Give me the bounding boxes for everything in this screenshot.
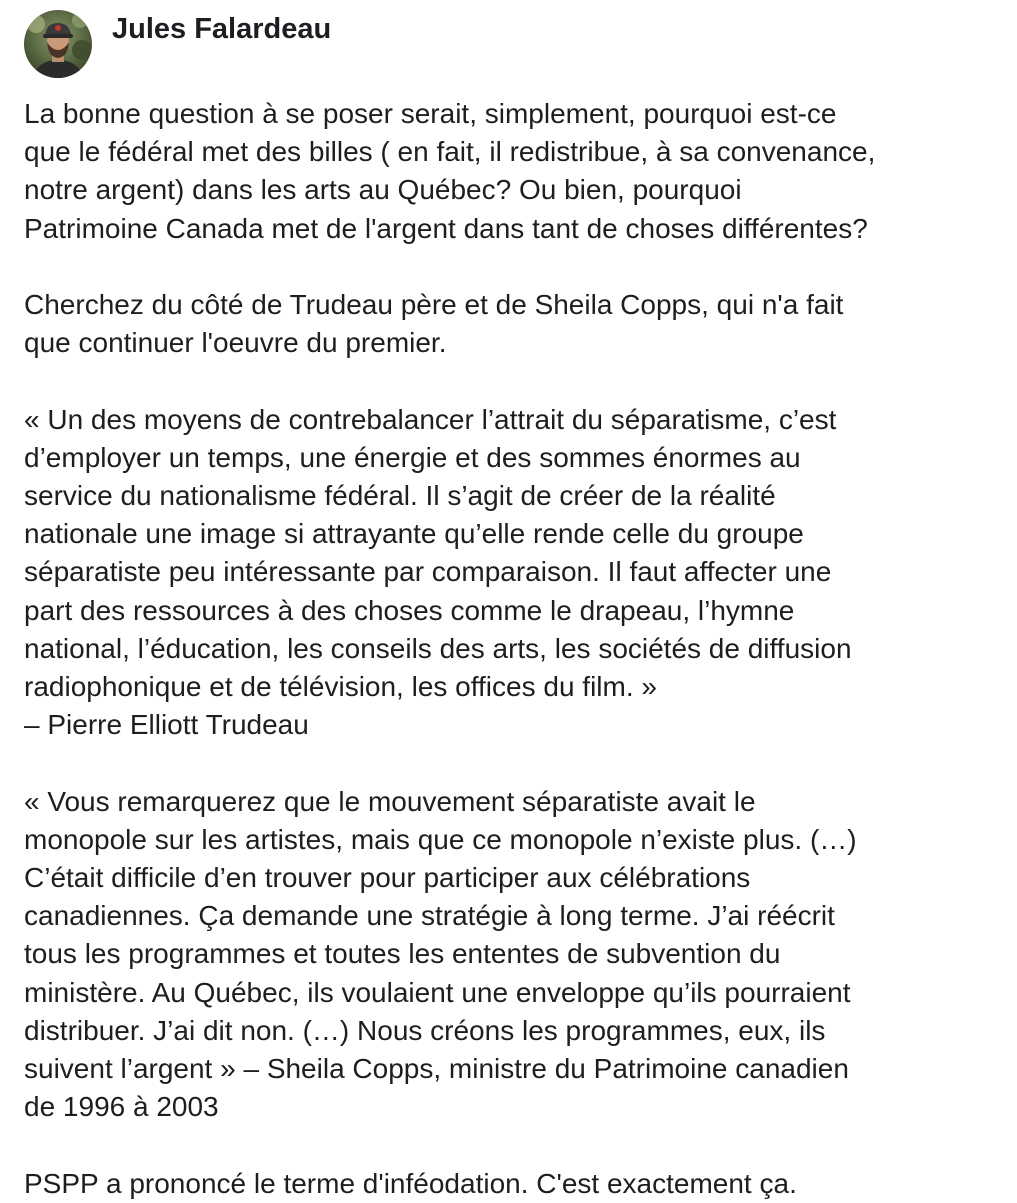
post-quote-trudeau: « Un des moyens de contrebalancer l’attrait du séparatisme, c’est d’employer un temps, une énergie et des sommes énormes au service du nationalisme fédéral. Il s’agit de créer de la réalité nationale une image si attrayante qu’elle rende celle du groupe séparatiste peu intéressante par comparaison. Il faut affecter une part des ressources à des choses comme le drapeau, l’hymne national, l’éducation, les conseils des arts, les sociétés de diffusion radiophonique et de télévision, les offices du film. » – Pierre Elliott Trudeau <box>24 403 852 741</box>
post-paragraph-conclusion: PSPP a prononcé le terme d'inféodation. C'est exactement ça. <box>24 1167 797 1199</box>
post-body <box>24 95 1009 1203</box>
avatar[interactable] <box>24 10 92 78</box>
author-name[interactable]: Jules Falardeau <box>112 13 332 45</box>
post-header <box>24 10 331 80</box>
post-paragraph-1: La bonne question à se poser serait, simplement, pourquoi est-ce que le fédéral met des billes ( en fait, il redistribue, à sa convenance, notre argent) dans les arts au Québec? Ou bien, pourquoi Patrimoine Canada met de l'argent dans tant de choses différentes? <box>24 98 876 244</box>
profile-photo-avatar-icon <box>24 10 92 78</box>
post-paragraph-2: Cherchez du côté de Trudeau père et de Sheila Copps, qui n'a fait que continuer l'oeuvre du premier. <box>24 289 844 359</box>
post-quote-copps: « Vous remarquerez que le mouvement séparatiste avait le monopole sur les artistes, mais que ce monopole n’existe plus. (…) C’était difficile d’en trouver pour participer aux célébrations canadiennes. Ça demande une stratégie à long terme. J’ai réécrit tous les programmes et toutes les ententes de subvention du ministère. Au Québec, ils voulaient une enveloppe qu’ils pourraient distribuer. J’ai dit non. (…) Nous créons les programmes, eux, ils suivent l’argent » – Sheila Copps, ministre du Patrimoine canadien de 1996 à 2003 <box>24 785 857 1123</box>
